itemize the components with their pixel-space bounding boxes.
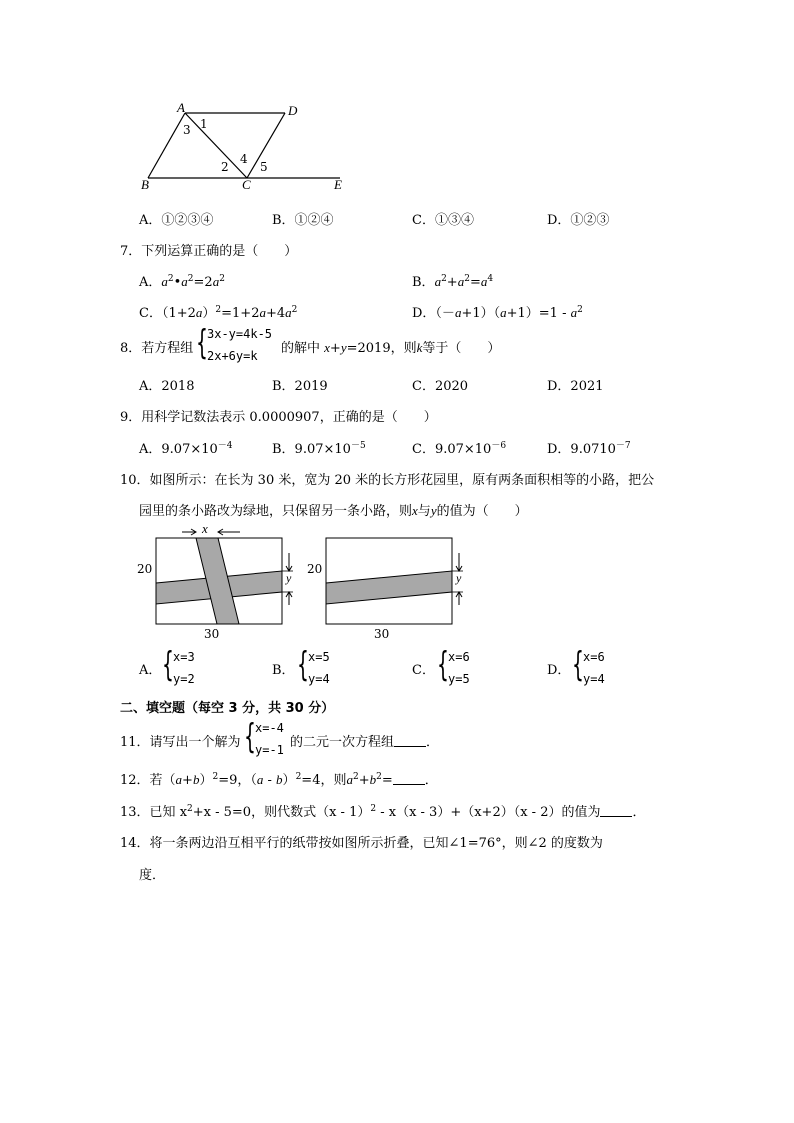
q10-option-a-y: y=2: [173, 672, 195, 686]
section-heading: 二、填空题（每空 3 分，共 30 分）: [120, 701, 335, 716]
garden-figure-left: [150, 525, 300, 630]
angle-label-2: 2: [221, 160, 229, 174]
q6-option-a: A．①②③④: [139, 213, 214, 228]
q10-option-c-y: y=5: [448, 672, 470, 686]
left-figure-x-label: x: [202, 521, 208, 536]
q6-option-c: C．①③④: [412, 213, 474, 228]
figure-label-E: E: [334, 177, 342, 192]
angle-label-4: 4: [240, 152, 248, 166]
q10-option-b-letter: B．: [272, 663, 295, 678]
q11-equation-2: y=-1: [255, 743, 284, 757]
q6-option-d: D．①②③: [547, 213, 610, 228]
q9-option-c: C．$9.07\times 10^{-6}$: [412, 441, 507, 457]
q8-option-c: C．2020: [412, 379, 469, 394]
figure-label-D: D: [288, 103, 298, 118]
q9-option-a: A．$9.07\times 10^{-4}$: [139, 441, 233, 457]
q14-line-1: 14．将一条两边沿互相平行的纸带按如图所示折叠，已知∠1=76°，则∠2 的度数为: [120, 836, 603, 851]
q10-option-c-x: x=6: [448, 650, 470, 664]
q9-option-d: D．$9.0710^{-7}$: [547, 441, 631, 457]
left-figure-height-label: 20: [137, 562, 153, 576]
q10-option-b-y: y=4: [308, 672, 330, 686]
q13-text: 13．已知 $x^2+x - 5=0$，则代数式（x - 1）$^2$ - x（x - 3）+（x+2）（x - 2）的值为 ．: [120, 804, 646, 820]
left-figure-width-label: 30: [204, 627, 220, 641]
q6-option-b: B．①②④: [272, 213, 334, 228]
angle-label-1: 1: [200, 117, 208, 131]
figure-label-A: A: [177, 100, 185, 115]
q7-option-d: D．$(-a+1)(a+1)=1 - a^2$: [412, 305, 583, 321]
q10-option-c-letter: C．: [412, 663, 435, 678]
q10-line-2: 园里的条小路改为绿地，只保留另一条小路，则x与y的值为（ ）: [139, 503, 528, 519]
q7-option-a: A．$a^2•a^2=2a^2$: [139, 274, 225, 290]
q14-line-2: 度．: [139, 868, 166, 883]
garden-figure-right: [320, 525, 470, 630]
q7-option-b: B．$a^2+a^2=a^4$: [412, 274, 494, 290]
figure-label-B: B: [141, 177, 149, 192]
q8-stem-prefix: 8．若方程组: [120, 341, 194, 356]
figure-label-C: C: [242, 177, 251, 192]
q9-option-b: B．$9.07\times 10^{-5}$: [272, 441, 366, 457]
q10-option-d-y: y=4: [583, 672, 605, 686]
q9-stem: 9．用科学记数法表示 0.0000907，正确的是（ ）: [120, 410, 437, 425]
q11-equation-1: x=-4: [255, 721, 284, 735]
q11-brace: {: [244, 717, 256, 757]
q10-line-1: 10．如图所示：在长为 30 米，宽为 20 米的长方形花园里，原有两条面积相等的小路，把公: [120, 473, 655, 488]
q10-option-a-x: x=3: [173, 650, 195, 664]
right-figure-height-label: 20: [307, 562, 323, 576]
q10-option-a-letter: A．: [139, 663, 162, 678]
right-figure-y-label: y: [456, 571, 462, 585]
angle-label-5: 5: [260, 160, 268, 174]
q8-stem-tail: 的解中 x+y=2019，则k等于（ ）: [281, 340, 501, 356]
q11-prefix: 11．请写出一个解为: [120, 735, 241, 750]
q8-option-a: A．2018: [139, 379, 195, 394]
right-figure-width-label: 30: [374, 627, 390, 641]
q8-brace: {: [196, 323, 208, 363]
q10-option-c-brace: {: [437, 645, 449, 685]
q10-option-a-brace: {: [162, 645, 174, 685]
q11-suffix: 的二元一次方程组 ．: [290, 735, 440, 750]
q10-option-d-x: x=6: [583, 650, 605, 664]
q10-option-d-brace: {: [572, 645, 584, 685]
q10-option-d-letter: D．: [547, 663, 571, 678]
q7-option-c: C．$(1+2a)^2=1+2a+4a^2$: [139, 305, 298, 321]
q8-option-b: B．2019: [272, 379, 328, 394]
q10-option-b-brace: {: [297, 645, 309, 685]
left-figure-y-label: y: [286, 571, 292, 585]
angle-label-3: 3: [183, 123, 191, 137]
q8-option-d: D．2021: [547, 379, 604, 394]
q8-equation-2: 2x+6y=k: [207, 349, 258, 363]
q10-option-b-x: x=5: [308, 650, 330, 664]
q12-text: 12．若$(a+b)^2=9$，（a - b）$^2$=4，则$a^2+b^2=$ ．: [120, 772, 438, 788]
q7-stem: 7．下列运算正确的是（ ）: [120, 244, 298, 259]
q8-equation-1: 3x-y=4k-5: [207, 327, 273, 341]
